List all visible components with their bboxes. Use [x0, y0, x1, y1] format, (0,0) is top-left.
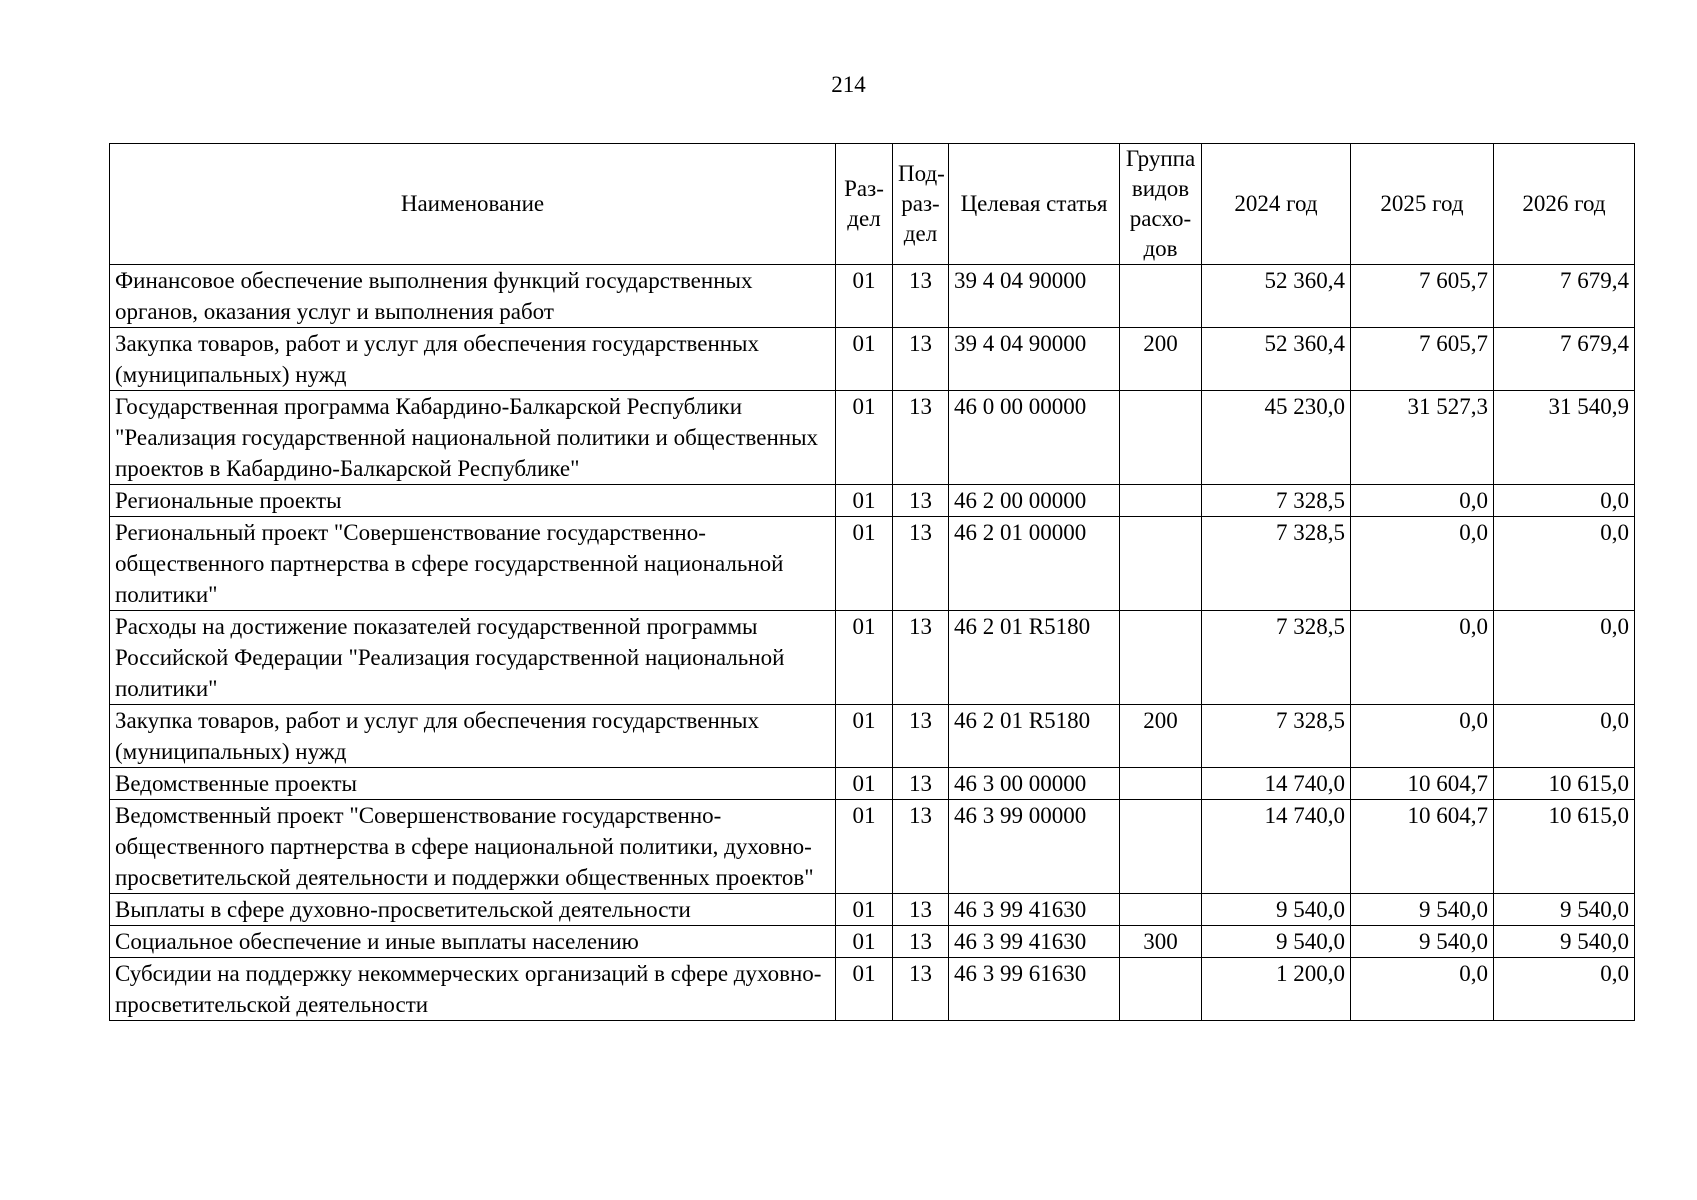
- cell-2024: 9 540,0: [1202, 894, 1351, 926]
- cell-2024: 7 328,5: [1202, 705, 1351, 768]
- cell-target-article: 46 3 00 00000: [949, 768, 1120, 800]
- cell-2024: 7 328,5: [1202, 485, 1351, 517]
- header-section: Раз-дел: [836, 144, 893, 265]
- cell-expense-group: [1120, 611, 1202, 705]
- cell-name: Региональный проект "Совершенствование государственно-общественного партнерства в сфере государственной национальной политики": [110, 517, 836, 611]
- table-row: [110, 705, 1635, 768]
- table-row: [110, 485, 1635, 517]
- cell-expense-group: [1120, 485, 1202, 517]
- cell-subsection: 13: [893, 768, 949, 800]
- cell-2025: 31 527,3: [1351, 391, 1494, 485]
- cell-section: 01: [836, 926, 893, 958]
- cell-2026: 0,0: [1494, 705, 1635, 768]
- table-row: [110, 611, 1635, 705]
- cell-target-article: 46 2 00 00000: [949, 485, 1120, 517]
- cell-2025: 10 604,7: [1351, 800, 1494, 894]
- cell-subsection: 13: [893, 705, 949, 768]
- cell-section: 01: [836, 768, 893, 800]
- cell-2026: 7 679,4: [1494, 265, 1635, 328]
- header-name: Наименование: [110, 144, 836, 265]
- cell-name: Закупка товаров, работ и услуг для обеспечения государственных (муниципальных) нужд: [110, 328, 836, 391]
- cell-subsection: 13: [893, 894, 949, 926]
- cell-name: Ведомственные проекты: [110, 768, 836, 800]
- header-year-2026: 2026 год: [1494, 144, 1635, 265]
- header-subsection: Под-раз-дел: [893, 144, 949, 265]
- cell-target-article: 39 4 04 90000: [949, 328, 1120, 391]
- table-row: [110, 328, 1635, 391]
- cell-2024: 52 360,4: [1202, 328, 1351, 391]
- table-body: [110, 265, 1635, 1021]
- cell-2025: 0,0: [1351, 705, 1494, 768]
- budget-table: [109, 143, 1635, 1021]
- cell-section: 01: [836, 611, 893, 705]
- cell-2024: 14 740,0: [1202, 800, 1351, 894]
- cell-section: 01: [836, 391, 893, 485]
- cell-2026: 7 679,4: [1494, 328, 1635, 391]
- table-header: [110, 144, 1635, 265]
- cell-2025: 9 540,0: [1351, 894, 1494, 926]
- header-year-2024: 2024 год: [1202, 144, 1351, 265]
- cell-subsection: 13: [893, 958, 949, 1021]
- cell-target-article: 46 2 01 R5180: [949, 611, 1120, 705]
- cell-subsection: 13: [893, 611, 949, 705]
- cell-2025: 10 604,7: [1351, 768, 1494, 800]
- cell-subsection: 13: [893, 391, 949, 485]
- cell-expense-group: [1120, 517, 1202, 611]
- cell-target-article: 46 2 01 00000: [949, 517, 1120, 611]
- cell-subsection: 13: [893, 517, 949, 611]
- cell-section: 01: [836, 517, 893, 611]
- cell-2024: 14 740,0: [1202, 768, 1351, 800]
- cell-expense-group: [1120, 958, 1202, 1021]
- cell-2024: 52 360,4: [1202, 265, 1351, 328]
- cell-target-article: 46 0 00 00000: [949, 391, 1120, 485]
- cell-subsection: 13: [893, 485, 949, 517]
- cell-2024: 7 328,5: [1202, 611, 1351, 705]
- cell-2025: 0,0: [1351, 611, 1494, 705]
- cell-name: Субсидии на поддержку некоммерческих организаций в сфере духовно-просветительской деятельности: [110, 958, 836, 1021]
- cell-2025: 7 605,7: [1351, 328, 1494, 391]
- cell-name: Социальное обеспечение и иные выплаты населению: [110, 926, 836, 958]
- cell-2025: 0,0: [1351, 958, 1494, 1021]
- table-row: [110, 800, 1635, 894]
- cell-target-article: 46 3 99 41630: [949, 926, 1120, 958]
- header-target-article: Целевая статья: [949, 144, 1120, 265]
- cell-target-article: 46 2 01 R5180: [949, 705, 1120, 768]
- cell-target-article: 46 3 99 41630: [949, 894, 1120, 926]
- header-row: [110, 144, 1635, 265]
- cell-expense-group: [1120, 391, 1202, 485]
- cell-2026: 0,0: [1494, 958, 1635, 1021]
- cell-2025: 0,0: [1351, 517, 1494, 611]
- cell-subsection: 13: [893, 926, 949, 958]
- cell-2024: 7 328,5: [1202, 517, 1351, 611]
- cell-target-article: 46 3 99 00000: [949, 800, 1120, 894]
- cell-name: Финансовое обеспечение выполнения функций государственных органов, оказания услуг и выполнения работ: [110, 265, 836, 328]
- cell-2024: 45 230,0: [1202, 391, 1351, 485]
- cell-section: 01: [836, 705, 893, 768]
- table-row: [110, 517, 1635, 611]
- cell-subsection: 13: [893, 328, 949, 391]
- cell-section: 01: [836, 265, 893, 328]
- cell-expense-group: [1120, 800, 1202, 894]
- cell-expense-group: [1120, 768, 1202, 800]
- cell-2024: 1 200,0: [1202, 958, 1351, 1021]
- cell-expense-group: 300: [1120, 926, 1202, 958]
- cell-expense-group: 200: [1120, 705, 1202, 768]
- cell-subsection: 13: [893, 265, 949, 328]
- header-year-2025: 2025 год: [1351, 144, 1494, 265]
- cell-2026: 9 540,0: [1494, 894, 1635, 926]
- cell-subsection: 13: [893, 800, 949, 894]
- cell-2024: 9 540,0: [1202, 926, 1351, 958]
- cell-section: 01: [836, 328, 893, 391]
- cell-2025: 0,0: [1351, 485, 1494, 517]
- cell-name: Ведомственный проект "Совершенствование государственно-общественного партнерства в сфере национальной политики, духовно-просветительской деятельности и поддержки общественных проектов": [110, 800, 836, 894]
- cell-section: 01: [836, 800, 893, 894]
- cell-2026: 0,0: [1494, 611, 1635, 705]
- table-row: [110, 894, 1635, 926]
- cell-section: 01: [836, 485, 893, 517]
- table-row: [110, 265, 1635, 328]
- cell-target-article: 46 3 99 61630: [949, 958, 1120, 1021]
- cell-name: Расходы на достижение показателей государственной программы Российской Федерации "Реализация государственной национальной политики": [110, 611, 836, 705]
- cell-section: 01: [836, 894, 893, 926]
- cell-name: Государственная программа Кабардино-Балкарской Республики "Реализация государственной национальной политики и общественных проектов в Кабардино-Балкарской Республике": [110, 391, 836, 485]
- cell-2026: 10 615,0: [1494, 800, 1635, 894]
- cell-2026: 0,0: [1494, 485, 1635, 517]
- cell-2026: 10 615,0: [1494, 768, 1635, 800]
- cell-section: 01: [836, 958, 893, 1021]
- cell-2026: 0,0: [1494, 517, 1635, 611]
- table-row: [110, 391, 1635, 485]
- header-expense-group: Группа видов расхо-дов: [1120, 144, 1202, 265]
- page-number: 214: [831, 72, 866, 97]
- cell-name: Выплаты в сфере духовно-просветительской деятельности: [110, 894, 836, 926]
- cell-expense-group: 200: [1120, 328, 1202, 391]
- cell-name: Закупка товаров, работ и услуг для обеспечения государственных (муниципальных) нужд: [110, 705, 836, 768]
- cell-2026: 9 540,0: [1494, 926, 1635, 958]
- table-row: [110, 926, 1635, 958]
- table-row: [110, 958, 1635, 1021]
- table-row: [110, 768, 1635, 800]
- cell-target-article: 39 4 04 90000: [949, 265, 1120, 328]
- cell-expense-group: [1120, 265, 1202, 328]
- cell-2025: 9 540,0: [1351, 926, 1494, 958]
- cell-2025: 7 605,7: [1351, 265, 1494, 328]
- cell-2026: 31 540,9: [1494, 391, 1635, 485]
- cell-name: Региональные проекты: [110, 485, 836, 517]
- cell-expense-group: [1120, 894, 1202, 926]
